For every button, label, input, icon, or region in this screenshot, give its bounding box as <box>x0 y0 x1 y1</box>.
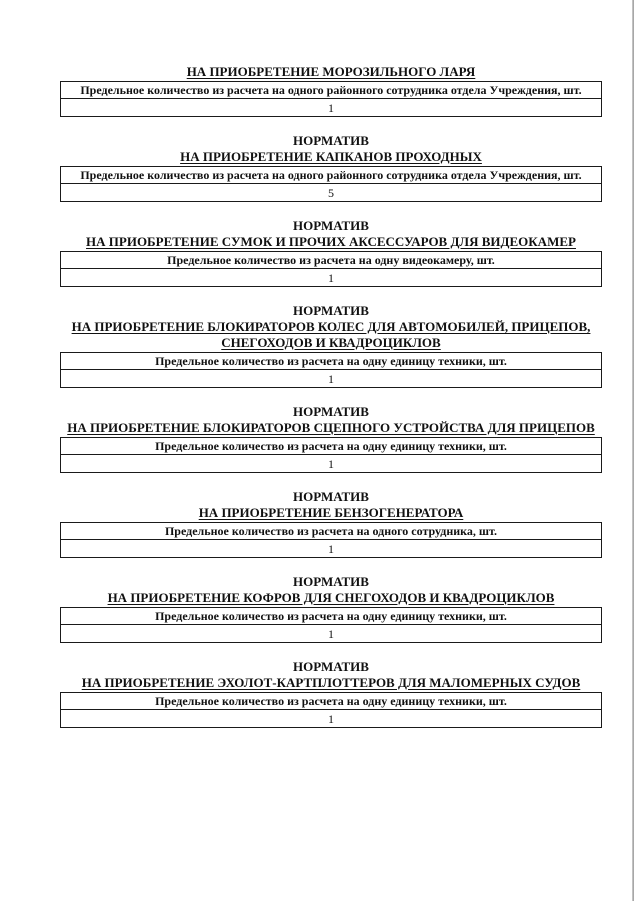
norm-section <box>60 404 602 473</box>
norm-value: 1 <box>61 370 602 388</box>
section-subject: НА ПРИОБРЕТЕНИЕ КОФРОВ ДЛЯ СНЕГОХОДОВ И КВАДРОЦИКЛОВ <box>107 590 555 605</box>
section-subject: НА ПРИОБРЕТЕНИЕ КАПКАНОВ ПРОХОДНЫХ <box>180 149 482 164</box>
section-subject: НА ПРИОБРЕТЕНИЕ ЭХОЛОТ-КАРТПЛОТТЕРОВ ДЛЯ МАЛОМЕРНЫХ СУДОВ <box>81 675 581 690</box>
norm-value: 1 <box>61 455 602 473</box>
norm-section <box>60 218 602 287</box>
column-header: Предельное количество из расчета на одного сотрудника, шт. <box>61 523 602 540</box>
norm-table <box>60 607 602 643</box>
section-title <box>60 133 602 165</box>
section-heading: НОРМАТИВ <box>293 218 369 233</box>
section-title <box>60 64 602 80</box>
section-subject: НА ПРИОБРЕТЕНИЕ СУМОК И ПРОЧИХ АКСЕССУАРОВ ДЛЯ ВИДЕОКАМЕР <box>86 234 576 249</box>
norm-table <box>60 166 602 202</box>
column-header: Предельное количество из расчета на одного районного сотрудника отдела Учреждения, шт. <box>61 167 602 184</box>
column-header: Предельное количество из расчета на одну видеокамеру, шт. <box>61 252 602 269</box>
norm-table <box>60 437 602 473</box>
norm-table <box>60 81 602 117</box>
section-heading: НОРМАТИВ <box>293 659 369 674</box>
section-title <box>60 489 602 521</box>
norm-section <box>60 133 602 202</box>
section-subject: НА ПРИОБРЕТЕНИЕ МОРОЗИЛЬНОГО ЛАРЯ <box>186 64 476 79</box>
norm-table <box>60 352 602 388</box>
norm-table <box>60 692 602 728</box>
norms-list <box>60 64 602 744</box>
section-heading: НОРМАТИВ <box>293 303 369 318</box>
norm-section <box>60 64 602 117</box>
section-subject: НА ПРИОБРЕТЕНИЕ БЛОКИРАТОРОВ КОЛЕС ДЛЯ АВТОМОБИЛЕЙ, ПРИЦЕПОВ, СНЕГОХОДОВ И КВАДРОЦИКЛОВ <box>71 319 591 350</box>
norm-section <box>60 303 602 388</box>
section-title <box>60 303 602 351</box>
norm-section <box>60 489 602 558</box>
section-title <box>60 404 602 436</box>
norm-value: 1 <box>61 710 602 728</box>
column-header: Предельное количество из расчета на одного районного сотрудника отдела Учреждения, шт. <box>61 82 602 99</box>
norm-value: 5 <box>61 184 602 202</box>
norm-value: 1 <box>61 540 602 558</box>
section-subject: НА ПРИОБРЕТЕНИЕ БЕНЗОГЕНЕРАТОРА <box>198 505 464 520</box>
section-heading: НОРМАТИВ <box>293 404 369 419</box>
section-title <box>60 659 602 691</box>
section-heading: НОРМАТИВ <box>293 574 369 589</box>
norm-value: 1 <box>61 99 602 117</box>
norm-section <box>60 659 602 728</box>
section-subject: НА ПРИОБРЕТЕНИЕ БЛОКИРАТОРОВ СЦЕПНОГО УСТРОЙСТВА ДЛЯ ПРИЦЕПОВ <box>67 420 595 435</box>
norm-table <box>60 251 602 287</box>
column-header: Предельное количество из расчета на одну единицу техники, шт. <box>61 608 602 625</box>
page-edge <box>632 0 634 901</box>
norm-table <box>60 522 602 558</box>
section-title <box>60 218 602 250</box>
norm-value: 1 <box>61 625 602 643</box>
section-heading: НОРМАТИВ <box>293 489 369 504</box>
column-header: Предельное количество из расчета на одну единицу техники, шт. <box>61 438 602 455</box>
column-header: Предельное количество из расчета на одну единицу техники, шт. <box>61 353 602 370</box>
section-title <box>60 574 602 606</box>
column-header: Предельное количество из расчета на одну единицу техники, шт. <box>61 693 602 710</box>
section-heading: НОРМАТИВ <box>293 133 369 148</box>
norm-value: 1 <box>61 269 602 287</box>
norm-section <box>60 574 602 643</box>
